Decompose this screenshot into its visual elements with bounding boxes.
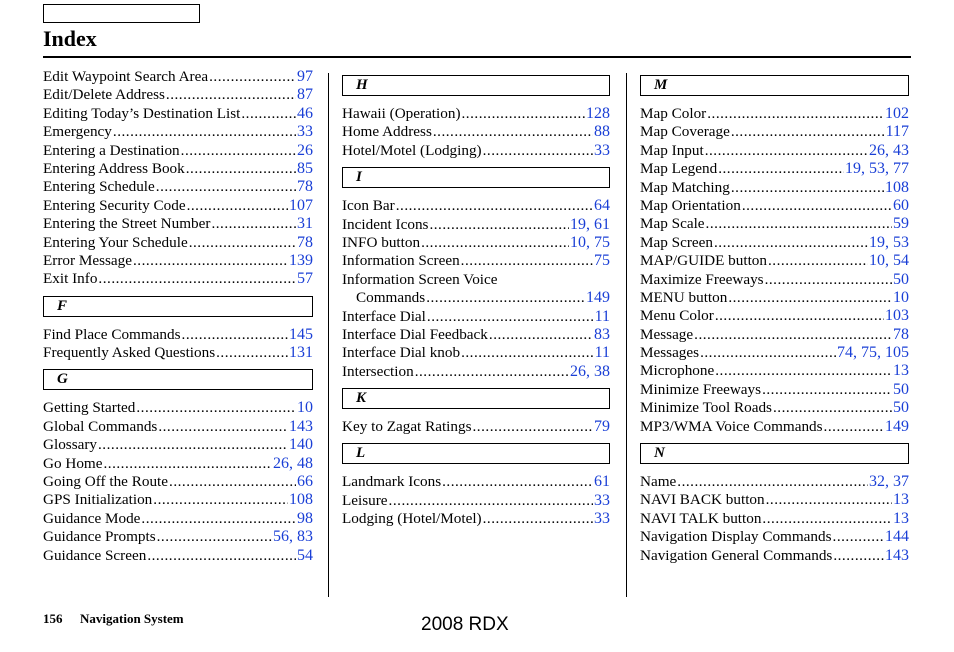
page-reference-link[interactable]: 19, 53 — [869, 233, 909, 251]
dot-leader — [489, 326, 593, 344]
index-entry — [43, 142, 313, 160]
index-entry — [342, 308, 610, 326]
index-entry-label: Landmark Icons — [342, 473, 442, 491]
page-reference-link[interactable]: 75 — [594, 252, 610, 270]
index-column-2 — [342, 68, 610, 529]
dot-leader — [181, 142, 296, 160]
dot-leader — [415, 363, 569, 381]
dot-leader — [483, 510, 593, 528]
index-entry — [43, 455, 313, 473]
dot-leader — [700, 344, 836, 362]
page-reference-link[interactable]: 10, 75 — [570, 233, 610, 251]
page-title: Index — [43, 26, 97, 51]
page-reference-link[interactable]: 57 — [297, 270, 313, 288]
dot-leader — [113, 123, 296, 141]
dot-leader — [461, 252, 593, 270]
page-reference-link[interactable]: 54 — [297, 546, 313, 564]
page-reference-link[interactable]: 66 — [297, 473, 313, 491]
index-entry — [640, 252, 909, 270]
page-reference-link[interactable]: 32, 37 — [869, 473, 909, 491]
dot-leader — [153, 491, 288, 509]
index-entry-label: Maximize Freeways — [640, 270, 764, 288]
page-reference-link[interactable]: 50 — [893, 399, 909, 417]
index-entry — [43, 160, 313, 178]
index-entry-label: MAP/GUIDE button — [640, 252, 767, 270]
index-entry — [43, 215, 313, 233]
column-divider — [626, 73, 627, 597]
section-letter-f: F — [43, 296, 313, 317]
dot-leader — [718, 160, 844, 178]
index-entry-label: Incident Icons — [342, 215, 429, 233]
index-entry — [43, 197, 313, 215]
index-entry-label: Microphone — [640, 362, 715, 380]
page-reference-link[interactable]: 13 — [893, 491, 909, 509]
page-reference-link[interactable]: 50 — [893, 380, 909, 398]
dot-leader — [169, 473, 296, 491]
dot-leader — [158, 418, 288, 436]
index-entry-label: Name — [640, 473, 677, 491]
dot-leader — [728, 289, 892, 307]
dot-leader — [462, 105, 586, 123]
index-entry — [640, 289, 909, 307]
index-entry-label: Edit Waypoint Search Area — [43, 68, 209, 85]
page-reference-link[interactable]: 11 — [594, 344, 610, 362]
dot-leader — [136, 399, 296, 417]
dot-leader — [742, 197, 892, 215]
index-entry — [342, 197, 610, 215]
dot-leader — [677, 473, 868, 491]
dot-leader — [824, 418, 884, 436]
page-reference-link[interactable]: 117 — [885, 123, 909, 141]
index-entry — [342, 344, 610, 362]
index-entry-label: Map Matching — [640, 178, 730, 196]
index-entry — [640, 307, 909, 325]
index-entry — [342, 492, 610, 510]
section-letter-k: K — [342, 388, 610, 409]
index-entry-label: Hawaii (Operation) — [342, 105, 461, 122]
page-reference-link[interactable]: 50 — [893, 270, 909, 288]
page-reference-link[interactable]: 149 — [586, 289, 610, 307]
dot-leader — [731, 123, 885, 141]
index-entry — [640, 271, 909, 289]
section-letter-l: L — [342, 443, 610, 464]
index-entry-label: NAVI TALK button — [640, 509, 762, 527]
index-entry — [43, 86, 313, 104]
dot-leader — [189, 234, 296, 252]
dot-leader — [182, 326, 288, 344]
index-entry-label: Interface Dial knob — [342, 344, 461, 362]
page-reference-link[interactable]: 33 — [594, 141, 610, 159]
page-reference-link[interactable]: 78 — [297, 178, 313, 196]
section-letter-g: G — [43, 369, 313, 390]
dot-leader — [483, 142, 593, 160]
dot-leader — [429, 216, 569, 234]
page-reference-link[interactable]: 107 — [289, 196, 313, 214]
page-reference-link[interactable]: 108 — [885, 178, 909, 196]
index-entry — [342, 289, 610, 307]
index-entry-label: Exit Info — [43, 270, 98, 288]
index-entry — [43, 270, 313, 288]
page-reference-link[interactable]: 128 — [586, 105, 610, 122]
index-entry — [43, 344, 313, 362]
dot-leader — [157, 528, 272, 546]
dot-leader — [396, 197, 593, 215]
dot-leader — [389, 492, 593, 510]
page-reference-link[interactable]: 140 — [289, 436, 313, 454]
index-entry — [342, 105, 610, 123]
section-letter-h: H — [342, 75, 610, 96]
index-entry — [43, 234, 313, 252]
index-entry-label: Going Off the Route — [43, 473, 169, 491]
index-entry — [342, 271, 610, 289]
dot-leader — [762, 510, 892, 528]
page-reference-link[interactable]: 13 — [893, 509, 909, 527]
index-column-3 — [640, 68, 909, 565]
dot-leader — [133, 252, 288, 270]
index-entry-label: Leisure — [342, 491, 388, 509]
dot-leader — [714, 234, 868, 252]
dot-leader — [421, 234, 569, 252]
index-column-1 — [43, 68, 313, 565]
index-entry — [43, 105, 313, 123]
page-reference-link[interactable]: 88 — [594, 123, 610, 141]
index-entry-label: Minimize Tool Roads — [640, 399, 772, 417]
index-entry — [43, 418, 313, 436]
index-entry — [640, 473, 909, 491]
index-entry-label: Entering Security Code — [43, 196, 186, 214]
index-entry — [342, 326, 610, 344]
dot-leader — [98, 436, 288, 454]
index-entry — [342, 473, 610, 491]
dot-leader — [147, 547, 296, 565]
index-entry-label: Map Scale — [640, 215, 705, 233]
page-reference-link[interactable]: 13 — [893, 362, 909, 380]
page-reference-link[interactable]: 143 — [885, 546, 909, 564]
dot-leader — [103, 455, 272, 473]
page-reference-link[interactable]: 78 — [297, 233, 313, 251]
index-entry-label: Menu Color — [640, 307, 714, 325]
index-entry-label: Emergency — [43, 123, 112, 141]
index-entry — [640, 344, 909, 362]
page-reference-link[interactable]: 33 — [594, 510, 610, 528]
dot-leader — [442, 473, 593, 491]
index-entry-label: Information Screen — [342, 252, 460, 270]
page-reference-link[interactable]: 33 — [297, 123, 313, 141]
section-letter-i: I — [342, 167, 610, 188]
index-entry — [43, 491, 313, 509]
dot-leader — [98, 270, 296, 288]
index-entry-label: Go Home — [43, 454, 103, 472]
dot-leader — [768, 252, 868, 270]
dot-leader — [706, 215, 892, 233]
page-reference-link[interactable]: 56, 83 — [273, 528, 313, 546]
page-reference-link[interactable]: 83 — [594, 325, 610, 343]
index-entry-label: Map Orientation — [640, 196, 741, 214]
page-reference-link[interactable]: 143 — [289, 417, 313, 435]
page-reference-link[interactable]: 26 — [297, 141, 313, 159]
page-reference-link[interactable]: 10 — [297, 399, 313, 417]
index-entry-label: Minimize Freeways — [640, 380, 762, 398]
dot-leader — [773, 399, 892, 417]
index-entry-label: Error Message — [43, 251, 132, 269]
index-entry — [342, 252, 610, 270]
index-entry-label: Entering Address Book — [43, 159, 185, 177]
dot-leader — [765, 271, 892, 289]
dot-leader — [705, 142, 868, 160]
dot-leader — [211, 215, 296, 233]
index-entry — [640, 326, 909, 344]
page-reference-link[interactable]: 61 — [594, 473, 610, 491]
dot-leader — [426, 289, 585, 307]
index-entry-label: Key to Zagat Ratings — [342, 418, 472, 436]
index-entry — [640, 105, 909, 123]
dot-leader — [427, 308, 594, 326]
index-entry — [342, 234, 610, 252]
index-entry — [342, 363, 610, 381]
page-reference-link[interactable]: 33 — [594, 491, 610, 509]
index-entry-label: Message — [640, 325, 694, 343]
index-entry — [640, 142, 909, 160]
index-entry-label: Navigation Display Commands — [640, 528, 832, 546]
index-entry — [640, 491, 909, 509]
page-reference-link[interactable]: 11 — [594, 307, 610, 325]
index-entry-label: Entering Your Schedule — [43, 233, 188, 251]
index-entry — [640, 234, 909, 252]
index-entry — [43, 68, 313, 86]
dot-leader — [156, 178, 296, 196]
page-reference-link[interactable]: 144 — [885, 528, 909, 546]
index-entry — [43, 326, 313, 344]
index-entry — [640, 381, 909, 399]
page-reference-link[interactable]: 108 — [289, 491, 313, 509]
index-entry — [43, 473, 313, 491]
page-number: 156 — [43, 611, 63, 626]
index-entry — [640, 399, 909, 417]
dot-leader — [833, 528, 884, 546]
index-entry-label: Entering the Street Number — [43, 215, 211, 233]
page-reference-link[interactable]: 74, 75, 105 — [837, 344, 909, 362]
index-entry-label: Commands — [356, 289, 426, 307]
page-reference-link[interactable]: 19, 61 — [570, 215, 610, 233]
page-reference-link[interactable]: 26, 43 — [869, 141, 909, 159]
dot-leader — [473, 418, 594, 436]
page-reference-link[interactable]: 98 — [297, 509, 313, 527]
page-reference-link[interactable]: 85 — [297, 159, 313, 177]
page-reference-link[interactable]: 103 — [885, 307, 909, 325]
dot-leader — [461, 344, 594, 362]
index-entry — [640, 179, 909, 197]
dot-leader — [707, 105, 884, 123]
title-divider — [43, 56, 911, 58]
dot-leader — [715, 362, 892, 380]
index-entry-label: Map Legend — [640, 160, 718, 178]
index-entry-label: Lodging (Hotel/Motel) — [342, 510, 482, 528]
index-entry-label: Messages — [640, 344, 700, 362]
page-reference-link[interactable]: 26, 48 — [273, 454, 313, 472]
index-entry-label: MP3/WMA Voice Commands — [640, 417, 823, 435]
dot-leader — [166, 86, 296, 104]
index-entry-label: Interface Dial Feedback — [342, 325, 488, 343]
index-entry-label: Guidance Prompts — [43, 528, 156, 546]
index-entry-label: Navigation General Commands — [640, 546, 833, 564]
page-reference-link[interactable]: 26, 38 — [570, 362, 610, 380]
index-entry — [43, 436, 313, 454]
dot-leader — [209, 68, 296, 86]
index-entry — [640, 547, 909, 565]
dot-leader — [433, 123, 593, 141]
index-entry — [43, 178, 313, 196]
page-reference-link[interactable]: 139 — [289, 251, 313, 269]
dot-leader — [762, 381, 892, 399]
dot-leader — [694, 326, 892, 344]
index-entry — [342, 216, 610, 234]
index-entry-label: Global Commands — [43, 417, 158, 435]
page-reference-link[interactable]: 31 — [297, 215, 313, 233]
index-entry — [640, 362, 909, 380]
dot-leader — [141, 510, 296, 528]
index-entry — [640, 418, 909, 436]
index-entry — [342, 142, 610, 160]
index-entry-label: Intersection — [342, 362, 414, 380]
index-entry — [43, 123, 313, 141]
index-entry-label: Frequently Asked Questions — [43, 344, 216, 362]
index-entry-label: Find Place Commands — [43, 325, 181, 343]
page-reference-link[interactable]: 149 — [885, 417, 909, 435]
index-entry — [43, 399, 313, 417]
page-reference-link[interactable]: 19, 53, 77 — [845, 160, 909, 178]
page-reference-link[interactable]: 145 — [289, 325, 313, 343]
index-entry-label: Editing Today’s Destination List — [43, 104, 241, 122]
section-letter-n: N — [640, 443, 909, 464]
page-reference-link[interactable]: 60 — [893, 196, 909, 214]
index-entry-label: Entering Schedule — [43, 178, 155, 196]
index-entry-label: Map Coverage — [640, 123, 730, 141]
index-entry-label: Map Color — [640, 105, 707, 122]
index-entry-label: NAVI BACK button — [640, 491, 765, 509]
index-entry — [640, 215, 909, 233]
index-entry-label: Getting Started — [43, 399, 136, 417]
index-entry-label: MENU button — [640, 288, 728, 306]
dot-leader — [715, 307, 884, 325]
header-tab-box — [43, 4, 200, 23]
index-entry-label: Edit/Delete Address — [43, 86, 165, 104]
index-entry-label: Hotel/Motel (Lodging) — [342, 141, 482, 159]
dot-leader — [766, 491, 892, 509]
page-reference-link[interactable]: 79 — [594, 418, 610, 436]
index-entry — [342, 418, 610, 436]
index-entry-label: Entering a Destination — [43, 141, 180, 159]
index-entry — [342, 123, 610, 141]
index-entry-label: Guidance Mode — [43, 509, 141, 527]
index-entry-label: Map Input — [640, 141, 704, 159]
index-entry-label: Interface Dial — [342, 307, 426, 325]
index-entry-label: INFO button — [342, 233, 421, 251]
page-reference-link[interactable]: 97 — [297, 68, 313, 85]
index-entry — [43, 510, 313, 528]
dot-leader — [187, 197, 288, 215]
dot-leader — [833, 547, 884, 565]
index-entry-label: Map Screen — [640, 233, 713, 251]
vehicle-model-label: 2008 RDX — [421, 614, 509, 635]
index-entry — [640, 197, 909, 215]
footer-section-label: Navigation System — [80, 611, 184, 626]
page-reference-link[interactable]: 87 — [297, 86, 313, 104]
index-entry-label: Guidance Screen — [43, 546, 147, 564]
index-entry-label: Information Screen Voice — [342, 270, 498, 288]
dot-leader — [186, 160, 296, 178]
section-letter-m: M — [640, 75, 909, 96]
page-reference-link[interactable]: 59 — [893, 215, 909, 233]
index-entry-label: GPS Initialization — [43, 491, 153, 509]
index-entry — [43, 528, 313, 546]
page-reference-link[interactable]: 64 — [594, 197, 610, 215]
page-reference-link[interactable]: 10, 54 — [869, 252, 909, 270]
column-divider — [328, 73, 329, 597]
page-reference-link[interactable]: 10 — [893, 288, 909, 306]
index-entry — [640, 528, 909, 546]
index-entry-label: Glossary — [43, 436, 97, 454]
index-entry — [43, 252, 313, 270]
index-entry — [342, 510, 610, 528]
index-entry — [640, 160, 909, 178]
dot-leader — [216, 344, 288, 362]
index-entry — [640, 510, 909, 528]
index-entry — [640, 123, 909, 141]
index-entry-label: Icon Bar — [342, 197, 395, 215]
dot-leader — [241, 105, 296, 123]
dot-leader — [731, 179, 884, 197]
index-entry — [43, 547, 313, 565]
page-reference-link[interactable]: 78 — [893, 325, 909, 343]
page-reference-link[interactable]: 46 — [297, 104, 313, 122]
index-entry-label: Home Address — [342, 123, 432, 141]
page-reference-link[interactable]: 102 — [885, 105, 909, 122]
page-reference-link[interactable]: 131 — [289, 344, 313, 362]
